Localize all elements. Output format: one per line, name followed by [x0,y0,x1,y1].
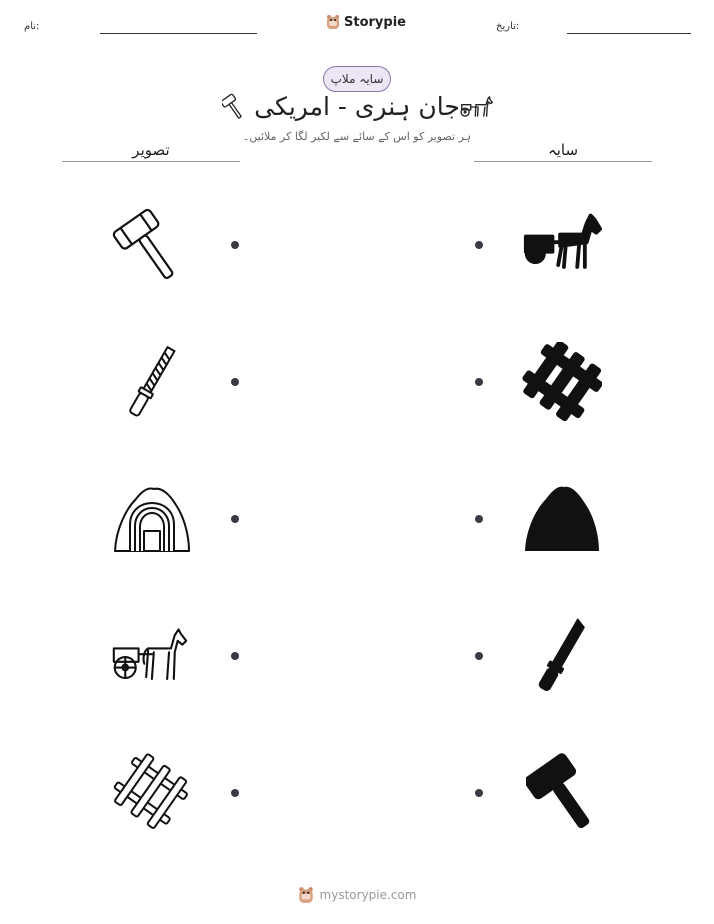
brand-name: Storypie [344,14,406,30]
pictures-header-underline [62,161,240,162]
name-label: نام: [24,21,40,32]
footer-url[interactable]: mystorypie.com [319,888,417,902]
match-dot-picture-4[interactable] [231,652,239,660]
match-dot-picture-1[interactable] [231,241,239,249]
file-tool-icon [112,342,192,422]
shadows-column-header: سایہ [547,141,579,159]
date-line[interactable] [567,33,691,34]
storypie-mascot-icon [326,14,340,30]
brand-logo [326,14,406,30]
hammer-icon [112,205,192,285]
match-dot-shadow-1[interactable] [475,241,483,249]
activity-badge: سایہ ملاپ [323,66,391,92]
horse-cart-shadow-icon [522,206,602,286]
tunnel-shadow-icon [522,479,602,559]
match-dot-shadow-3[interactable] [475,515,483,523]
name-line[interactable] [100,33,257,34]
match-dot-picture-5[interactable] [231,789,239,797]
date-label: تاریخ: [496,21,520,32]
railroad-track-shadow-icon [522,342,602,422]
shadows-header-underline [474,161,652,162]
tunnel-icon [112,479,192,559]
match-dot-picture-3[interactable] [231,515,239,523]
page-title: جان ہنری - امریکی [254,92,460,121]
railroad-track-icon [110,752,190,832]
pictures-column-header: تصویر [132,141,170,159]
match-dot-shadow-5[interactable] [475,789,483,797]
match-dot-shadow-2[interactable] [475,378,483,386]
horse-cart-icon [110,618,190,698]
horse-cart-title-icon [460,94,494,120]
hammer-shadow-icon [526,752,606,832]
match-dot-picture-2[interactable] [231,378,239,386]
instructions: ہر تصویر کو اس کے سائے سے لکیر لگا کر ملائیں۔ [242,130,472,143]
match-dot-shadow-4[interactable] [475,652,483,660]
file-tool-shadow-icon [522,616,602,696]
footer [0,886,714,904]
storypie-mascot-icon [298,886,314,904]
